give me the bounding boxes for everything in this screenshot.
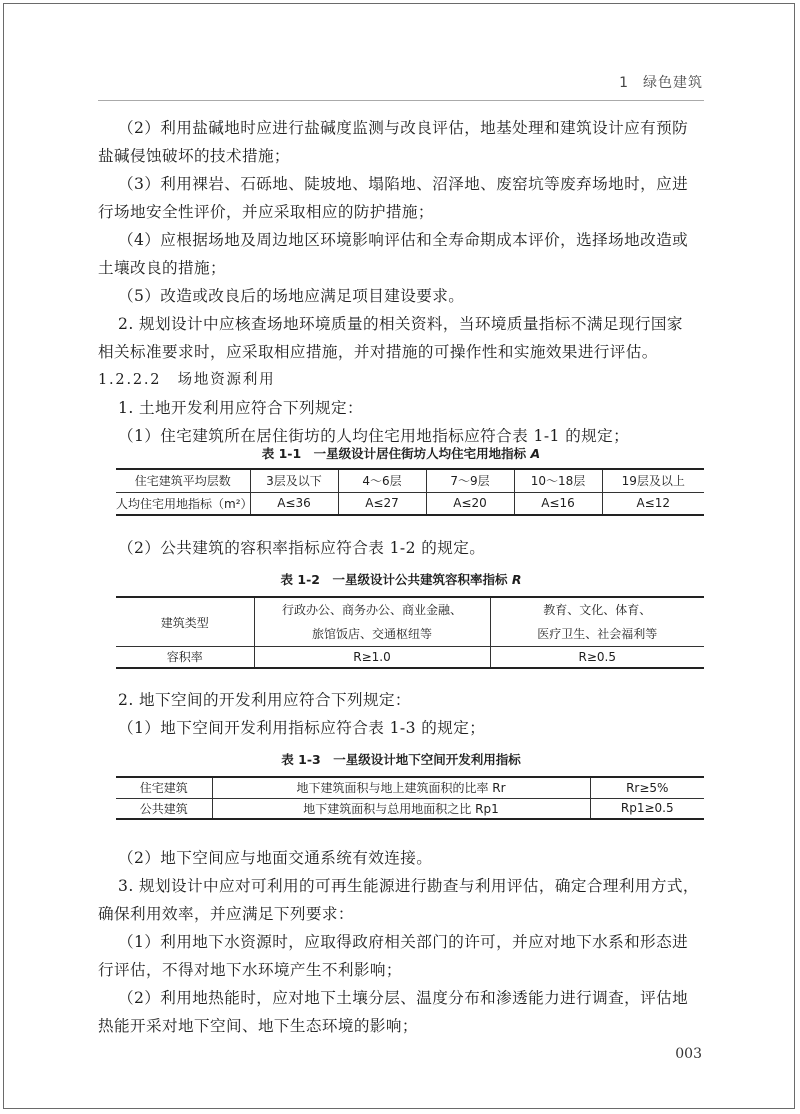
table-cell: 公共建筑 (116, 798, 212, 819)
paragraph: 土壤改良的措施； (98, 259, 226, 277)
paragraph: 2. 地下空间的开发利用应符合下列规定： (118, 691, 411, 709)
paragraph: （1）利用地下水资源时，应取得政府相关部门的许可，并应对地下水系和形态进 (118, 933, 689, 951)
table-row (116, 469, 704, 492)
paragraph: 热能开采对地下空间、地下生态环境的影响； (98, 1017, 418, 1035)
table-row (116, 777, 704, 798)
paragraph: 行场地安全性评价，并应采取相应的防护措施； (98, 203, 434, 221)
table-header-cell: 10～18层 (514, 469, 602, 492)
running-header (619, 72, 703, 92)
table-header-cell (490, 597, 704, 647)
table-caption-text: 表 1-1 一星级设计居住街坊人均住宅用地指标 (261, 446, 527, 461)
table-1-1 (116, 468, 704, 516)
paragraph: （2）利用地热能时，应对地下土壤分层、温度分布和渗透能力进行调查，评估地 (118, 989, 689, 1007)
page-number: 003 (675, 1046, 702, 1062)
table-cell: 人均住宅用地指标（m²） (116, 492, 250, 515)
table-header-cell: 4～6层 (338, 469, 426, 492)
paragraph: 行评估，不得对地下水环境产生不利影响； (98, 961, 402, 979)
table-cell: R≥1.0 (254, 647, 490, 668)
table-header-cell: 建筑类型 (116, 597, 254, 647)
table-row (116, 492, 704, 515)
table-cell: A≤12 (602, 492, 704, 515)
paragraph: （2）地下空间应与地面交通系统有效连接。 (118, 849, 433, 867)
paragraph: （2）公共建筑的容积率指标应符合表 1-2 的规定。 (118, 539, 486, 557)
paragraph: （4）应根据场地及周边地区环境影响评估和全寿命期成本评价，选择场地改造或 (118, 231, 689, 249)
paragraph: （5）改造或改良后的场地应满足项目建设要求。 (118, 287, 465, 305)
table-cell: A≤20 (426, 492, 514, 515)
paragraph: （1）住宅建筑所在居住街坊的人均住宅用地指标应符合表 1-1 的规定； (118, 427, 630, 445)
table-header-cell: 7～9层 (426, 469, 514, 492)
table-cell: A≤36 (250, 492, 338, 515)
table-1-3 (116, 776, 704, 820)
paragraph: 相关标准要求时，应采取相应措施，并对措施的可操作性和实施效果进行评估。 (98, 343, 658, 361)
table-caption (98, 570, 704, 588)
chapter-number: 1 (619, 75, 629, 91)
section-heading: 1.2.2.2 场地资源利用 (98, 372, 276, 388)
table-cell: Rr≥5% (590, 777, 704, 798)
table-cell: Rp1≥0.5 (590, 798, 704, 819)
table-header-line: 旅馆饭店、交通枢纽等 (311, 627, 432, 641)
table-caption (98, 444, 704, 462)
paragraph: 盐碱侵蚀破坏的技术措施； (98, 147, 290, 165)
table-header-line: 医疗卫生、社会福利等 (537, 627, 658, 641)
paragraph: （1）地下空间开发利用指标应符合表 1-3 的规定； (118, 719, 486, 737)
paragraph: 1. 土地开发利用应符合下列规定： (118, 399, 363, 417)
table-cell: 住宅建筑 (116, 777, 212, 798)
table-cell: R≥0.5 (490, 647, 704, 668)
paragraph: （2）利用盐碱地时应进行盐碱度监测与改良评估，地基处理和建筑设计应有预防 (118, 119, 689, 137)
table-header-cell: 3层及以下 (250, 469, 338, 492)
table-cell: 容积率 (116, 647, 254, 668)
table-caption-text: 表 1-2 一星级设计公共建筑容积率指标 (280, 572, 508, 587)
table-header-cell: 住宅建筑平均层数 (116, 469, 250, 492)
header-rule (98, 100, 704, 101)
table-caption: 表 1-3 一星级设计地下空间开发利用指标 (281, 752, 521, 767)
table-header-line: 行政办公、商务办公、商业金融、 (281, 603, 462, 617)
table-header-cell: 19层及以上 (602, 469, 704, 492)
table-cell: A≤27 (338, 492, 426, 515)
paragraph: （3）利用裸岩、石砾地、陡坡地、塌陷地、沼泽地、废窑坑等废弃场地时，应进 (118, 175, 689, 193)
table-1-2 (116, 596, 704, 669)
table-row (116, 647, 704, 668)
table-row (116, 597, 704, 647)
chapter-title: 绿色建筑 (643, 75, 703, 91)
table-header-line: 教育、文化、体育、 (543, 603, 652, 617)
paragraph: 确保利用效率，并应满足下列要求： (98, 905, 354, 923)
table-row (116, 798, 704, 819)
table-cell: 地下建筑面积与地上建筑面积的比率 Rr (212, 777, 590, 798)
paragraph: 2. 规划设计中应核查场地环境质量的相关资料，当环境质量指标不满足现行国家 (118, 315, 683, 333)
table-caption-symbol: R (511, 572, 522, 587)
paragraph: 3. 规划设计中应对可利用的可再生能源进行勘查与利用评估，确定合理利用方式， (118, 877, 699, 895)
table-caption-symbol: A (530, 446, 541, 461)
table-cell: 地下建筑面积与总用地面积之比 Rp1 (212, 798, 590, 819)
table-header-cell (254, 597, 490, 647)
table-cell: A≤16 (514, 492, 602, 515)
